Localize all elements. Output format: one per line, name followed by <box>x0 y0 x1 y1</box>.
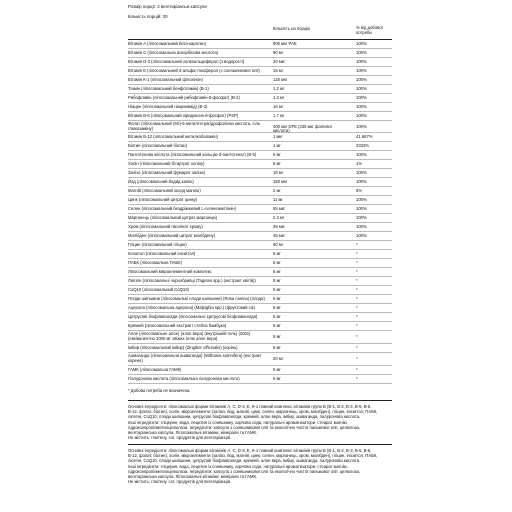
nutrient-name: Ацерола (ліпосомальна ацерола) (Malpighia spp.) (фруктовий сік) <box>128 305 255 310</box>
nutrient-amount: 1 мкг <box>273 134 283 139</box>
nutrient-daily-value: * <box>356 323 358 328</box>
nutrient-name: ГАМК (ліпосомальна ГАМК) <box>128 367 182 372</box>
nutrient-name: ПАБК (ліпосомальна ПАБК) <box>128 260 183 265</box>
nutrient-daily-value: * <box>356 242 358 247</box>
nutrient-name: Йод (ліпосомальний йодид калію) <box>128 179 194 184</box>
nutrient-amount: 5 мг <box>273 314 281 319</box>
nutrient-daily-value: 100% <box>356 152 367 157</box>
ingredient-line: Не містить: глютену, сої, продуктів для вегетаріанців. <box>128 479 232 485</box>
table-row <box>128 313 392 322</box>
ingredients-block-1 <box>128 404 392 440</box>
servings-per-container: Кількість порцій: 30 <box>128 14 168 19</box>
nutrient-name: Тіамін (ліпосомальний бенфотіамін) (B-1) <box>128 86 209 91</box>
amount-column-header: Кількість на порцію <box>273 26 311 31</box>
nutrient-daily-value: * <box>356 296 358 301</box>
nutrient-daily-value: 41.667% <box>356 134 373 139</box>
table-row <box>128 331 392 344</box>
nutrient-name: Плоди шипшини (ліпосомальні плоди шипшини) (Rosa canina) (плоди) <box>128 296 265 301</box>
table-row <box>128 259 392 268</box>
ingredient-line: гідроксипропілметилцелюлоза. Інгредієнти: капсула з соняшникової олії та екологічно чистої пальмової олії, целюлоза, <box>128 468 361 474</box>
nutrient-daily-value: * <box>356 376 358 381</box>
nutrient-daily-value: * <box>356 269 358 274</box>
nutrient-daily-value: 100% <box>356 86 367 91</box>
nutrient-name: Магній (ліпосомальний оксид магнію) <box>128 188 201 193</box>
nutrient-name: CoQ10 (ліпосомальний CoQ10) <box>128 287 189 292</box>
nutrient-amount: 5 мг <box>273 296 281 301</box>
nutrient-daily-value: 100% <box>356 113 367 118</box>
table-row <box>128 160 392 169</box>
nutrient-name: Холін (ліпосомальний бітартрат холіну) <box>128 161 205 166</box>
nutrient-table <box>128 40 392 384</box>
ingredient-line: Не містить: глютену, сої, продуктів для вегетаріанців. <box>128 435 232 441</box>
table-row <box>128 366 392 375</box>
table-row <box>128 58 392 67</box>
nutrient-name: Рибофлавін (ліпосомальний рибофлавін-5-фосфат) (B-2) <box>128 95 240 100</box>
nutrient-amount: 2 мг <box>273 188 281 193</box>
nutrient-daily-value: 100% <box>356 95 367 100</box>
nutrient-name: Ашваганда (ліпосомальна ашваганда) (Withania somnifera) (екстракт кореня) <box>128 353 262 363</box>
nutrient-amount: 45 мкг <box>273 233 286 238</box>
nutrient-amount: 5 мг <box>273 345 281 350</box>
nutrient-daily-value: 100% <box>356 179 367 184</box>
nutrient-amount: 60 мг <box>273 242 284 247</box>
nutrient-name: Кремній (ліпосомальний екстракт стебла бамбука) <box>128 323 227 328</box>
nutrient-daily-value: * <box>356 334 358 339</box>
table-row <box>128 76 392 85</box>
nutrient-daily-value: 100% <box>356 59 367 64</box>
table-row <box>128 94 392 103</box>
nutrient-name: Вітамін К-1 (ліпосомальний філохінон) <box>128 77 203 82</box>
nutrient-amount: 5 мг <box>273 161 281 166</box>
table-row <box>128 353 392 366</box>
nutrient-amount: 20 мкг <box>273 59 286 64</box>
nutrient-name: Залізо (ліпосомальний фумарат заліза) <box>128 170 205 175</box>
nutrient-name: Молібден (ліпосомальний цитрат молібдену) <box>128 233 216 238</box>
nutrient-daily-value: 100% <box>356 170 367 175</box>
ingredient-line: вегетаріанська капсула. Ліпосомальні вітаміни, мінерали та ГАМК. <box>128 430 258 436</box>
nutrient-daily-value: 100% <box>356 206 367 211</box>
table-row <box>128 142 392 151</box>
nutrient-name: Цинк (ліпосомальний цитрат цинку) <box>128 197 198 202</box>
nutrient-daily-value: 1% <box>356 161 363 166</box>
table-row <box>128 205 392 214</box>
table-row <box>128 103 392 112</box>
table-row <box>128 232 392 241</box>
nutrient-amount: 16 мг <box>273 104 284 109</box>
table-row <box>128 268 392 277</box>
nutrient-daily-value: 100% <box>356 68 367 73</box>
nutrient-name: Вітамін D-3 (ліпосомальний холекальциферол (з водорості) <box>128 59 245 64</box>
ingredient-line: В-12, фолат, біотин), холін, мікроелементи (залізо, йод, магній, цинк, селен, марганець, хром, молібден), гліцин, інозитол, ПАБК, <box>128 453 378 459</box>
nutrient-daily-value: 100% <box>356 224 367 229</box>
ingredient-line: Інші інгредієнти: гліцерин, вода, лецитин із соняшнику, харчова сода, натуральні ароматизатори, стеарат магнію, <box>128 463 348 469</box>
table-row <box>128 375 392 384</box>
table-row <box>128 344 392 353</box>
nutrient-daily-value: * <box>356 345 358 350</box>
nutrient-name: Гіалуронова кислота (ліпосомальна гіалуронова кислота) <box>128 376 240 381</box>
nutrient-name: Вітамін В-12 (ліпосомальний метилкобаламін) <box>128 134 218 139</box>
nutrient-name: Фолат (ліпосомальний (6S)-5-метилтетрагідрофолієва кислота, сіль глюкозаміну) <box>128 121 261 131</box>
nutrient-amount: 5 мг <box>273 376 281 381</box>
nutrient-daily-value: * <box>356 260 358 265</box>
nutrient-name: Ліпосомальний мікроелементний комплекс <box>128 269 212 274</box>
nutrient-name: Гліцин (ліпосомальний гліцин) <box>128 242 187 247</box>
nutrient-amount: 5 мг <box>273 278 281 283</box>
nutrient-name: Інозитол (ліпосомальний інозитол) <box>128 251 196 256</box>
nutrient-amount: 5 мг <box>273 251 281 256</box>
nutrient-daily-value: * <box>356 314 358 319</box>
table-row <box>128 67 392 76</box>
nutrient-amount: 5 мг <box>273 287 281 292</box>
nutrient-name: Ніацин (ліпосомальний ніацинамід) (B-3) <box>128 104 208 109</box>
nutrient-daily-value: * <box>356 251 358 256</box>
table-row <box>128 304 392 313</box>
table-row <box>128 178 392 187</box>
table-row <box>128 40 392 49</box>
ingredient-line: Основні інгредієнти: ліпосомальні форми вітамінів А, С, D-3, Е, К-1 повний комплекс вітамінів групи В (В-1, В-2, В-3, В-5, В-6, <box>128 404 372 409</box>
nutrient-daily-value: 3333% <box>356 143 370 148</box>
nutrient-name: Біотин (ліпосомальний біотин) <box>128 143 187 148</box>
nutrient-amount: 400 мкг DFE (235 мкг фолієвої кислоти) <box>273 123 332 134</box>
nutrient-daily-value: 100% <box>356 215 367 220</box>
table-row <box>128 187 392 196</box>
table-row <box>128 133 392 142</box>
table-row <box>128 322 392 331</box>
nutrient-daily-value: 100% <box>356 50 367 55</box>
ingredient-line: гідроксипропілметилцелюлоза. Інгредієнти: капсула з соняшникової олії та екологічно чистої пальмової олії, целюлоза, <box>128 424 361 430</box>
nutrient-amount: 900 мкг РАЕ <box>273 41 297 46</box>
nutrient-name: Алое (ліпосомальне алое) (алое вера) (внутрішній гель) (200x) (еквівалентно 1000 мг свіжих гелю алое вера) <box>128 331 251 341</box>
daily-value-column-header: % від добової потреби <box>356 25 383 35</box>
nutrient-amount: 5 мг <box>273 260 281 265</box>
nutrient-amount: 120 мкг <box>273 77 288 82</box>
nutrient-amount: 1 мг <box>273 143 281 148</box>
table-row <box>128 85 392 94</box>
nutrient-amount: 35 мкг <box>273 224 286 229</box>
divider <box>128 444 392 445</box>
serving-size: Розмір порції: 2 вегетаріанські капсули <box>128 4 207 9</box>
nutrient-amount: 2.3 мг <box>273 215 285 220</box>
nutrient-daily-value: * <box>356 278 358 283</box>
nutrient-daily-value: 100% <box>356 77 367 82</box>
table-row <box>128 196 392 205</box>
nutrient-name: Вітамін А (ліпосомальний бета-каротин) <box>128 41 206 46</box>
nutrient-amount: 18 мг <box>273 170 284 175</box>
table-header <box>128 23 392 40</box>
nutrient-amount: 150 мкг <box>273 179 288 184</box>
nutrient-amount: 1.7 мг <box>273 113 285 118</box>
ingredient-line: Основні інгредієнти: ліпосомальні форми вітамінів А, С, D-3, Е, К-1 повний комплекс вітамінів групи В (В-1, В-2, В-3, В-5, В-6, <box>128 448 372 453</box>
nutrient-amount: 5 мг <box>273 269 281 274</box>
nutrient-amount: 5 мг <box>273 334 281 339</box>
nutrient-amount: 15 мг <box>273 68 284 73</box>
table-row <box>128 223 392 232</box>
divider <box>128 400 392 401</box>
nutrient-daily-value: * <box>356 367 358 372</box>
daily-value-note: * Добова потреба не визначена. <box>128 388 191 393</box>
nutrient-name: Імбир (ліпосомальний імбир) (Zingiber officinalis) (корінь) <box>128 345 238 350</box>
nutrient-amount: 5 мг <box>273 152 281 157</box>
table-row <box>128 169 392 178</box>
table-row <box>128 250 392 259</box>
table-row <box>128 112 392 121</box>
nutrient-daily-value: * <box>356 305 358 310</box>
nutrient-name: Лютеїн (ліпосомальні чорнобривці (Tagetes spp.) (екстракт квітів)) <box>128 278 256 283</box>
nutrient-amount: 1.3 мг <box>273 95 285 100</box>
nutrient-daily-value: 5% <box>356 188 363 193</box>
table-row <box>128 241 392 250</box>
nutrient-amount: 5 мг <box>273 367 281 372</box>
nutrient-name: Хром (ліпосомальний піколінат хрому) <box>128 224 203 229</box>
table-row <box>128 151 392 160</box>
nutrient-name: Вітамін С (ліпосомальна аскорбінова кислота) <box>128 50 219 55</box>
nutrient-name: Марганець (ліпосомальний цитрат марганцю) <box>128 215 218 220</box>
table-row <box>128 277 392 286</box>
nutrient-daily-value: * <box>356 287 358 292</box>
nutrient-amount: 5 мг <box>273 305 281 310</box>
nutrient-daily-value: 100% <box>356 233 367 238</box>
nutrient-amount: 1.2 мг <box>273 86 285 91</box>
nutrient-daily-value: * <box>356 356 358 361</box>
ingredient-line: вегетаріанська капсула. Ліпосомальні вітаміни, мінерали та ГАМК. <box>128 474 258 480</box>
nutrient-name: Селен (ліпосомальний бездріжжевий L-селенометіонін) <box>128 206 237 211</box>
nutrient-daily-value: 100% <box>356 197 367 202</box>
nutrient-amount: 55 мкг <box>273 206 286 211</box>
ingredient-line: Інші інгредієнти: гліцерин, вода, лецитин із соняшнику, харчова сода, натуральні ароматизатори, стеарат магнію, <box>128 419 348 425</box>
nutrient-name: Вітамін В-6 (ліпосомальний піридоксин-5-фосфат) (PSP) <box>128 113 239 118</box>
ingredient-line: лютеїн, CoQ10, плоди шипшини, цитрусові біофлавоноїди, кремній, алое вера, імбир, ашваганда, гіалуронова кислота. <box>128 458 361 464</box>
nutrient-amount: 90 мг <box>273 50 284 55</box>
nutrient-amount: 20 мг <box>273 356 284 361</box>
nutrient-daily-value: 100% <box>356 41 367 46</box>
ingredients-block-2 <box>128 448 392 484</box>
nutrient-daily-value: 100% <box>356 123 367 129</box>
table-row <box>128 121 392 133</box>
table-row <box>128 286 392 295</box>
table-row <box>128 295 392 304</box>
ingredient-line: В-12, фолат, біотин), холін, мікроелементи (залізо, йод, магній, цинк, селен, марганець, хром, молібден), гліцин, інозитол, ПАБК, <box>128 409 378 415</box>
nutrient-daily-value: 100% <box>356 104 367 109</box>
ingredient-line: лютеїн, CoQ10, плоди шипшини, цитрусові біофлавоноїди, кремній, алое вера, імбир, ашваганда, гіалуронова кислота. <box>128 414 361 420</box>
nutrient-amount: 11 мг <box>273 197 283 202</box>
nutrient-name: Цитрусові біофлавоноїди (ліпосомальні Цитрусові біофлавоноїди) <box>128 314 258 319</box>
table-row <box>128 214 392 223</box>
nutrient-amount: 5 мг <box>273 323 281 328</box>
nutrient-name: Пантотенова кислота (ліпосомальний кальцію d-пантотенат) (B-5) <box>128 152 257 157</box>
table-row <box>128 49 392 58</box>
nutrient-name: Вітамін Е (ліпосомальний d-альфа-токоферол (з соняшникової олії) <box>128 68 260 73</box>
